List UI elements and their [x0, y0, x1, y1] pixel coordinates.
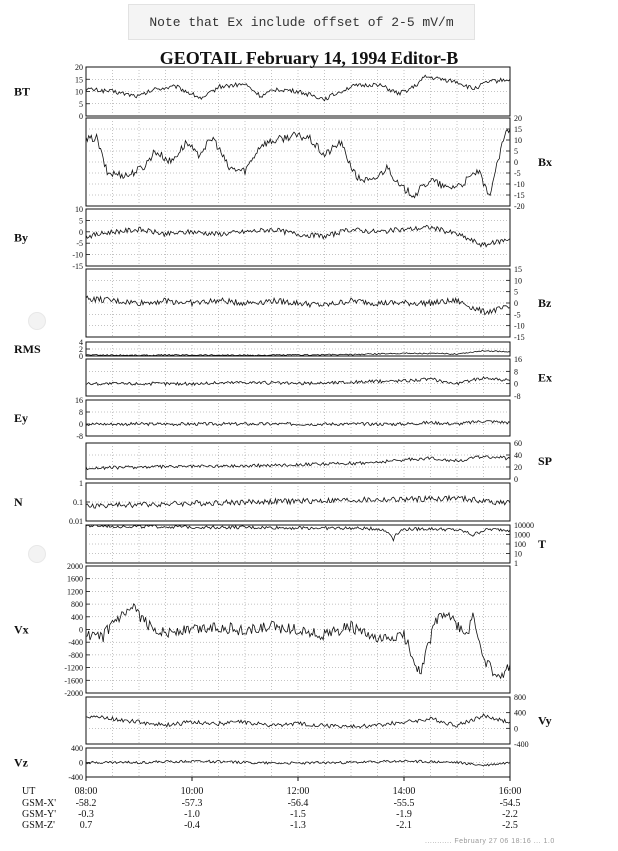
y-tick-label: 800	[514, 693, 526, 702]
orbit-value: -0.3	[78, 809, 94, 820]
y-tick-label: 5	[79, 216, 83, 226]
y-tick-label: 0	[514, 379, 518, 389]
y-tick-label: 10	[514, 549, 522, 559]
y-tick-label: 0.1	[73, 498, 83, 507]
y-tick-label: 100	[514, 540, 526, 549]
y-tick-label: 4	[79, 338, 83, 347]
orbit-value: -2.5	[502, 820, 518, 831]
y-tick-label: 40	[514, 451, 522, 460]
panel-label-vz: Vz	[14, 755, 28, 770]
y-tick-label: 0	[514, 299, 518, 308]
panel-label-vy: Vy	[538, 713, 552, 728]
y-tick-label: 8	[514, 367, 518, 377]
orbit-row-label: GSM-Y'	[22, 809, 57, 820]
series-line-ex	[86, 377, 510, 386]
y-tick-label: 0	[79, 758, 83, 768]
y-tick-label: 60	[514, 439, 522, 448]
y-tick-label: 0	[514, 724, 518, 734]
panel-label-ey: Ey	[14, 411, 29, 425]
panel-label-vx: Vx	[14, 622, 29, 637]
panel-label-bt: BT	[14, 84, 31, 99]
orbit-row-label: GSM-Z'	[22, 820, 55, 831]
panel-label-rms: RMS	[14, 342, 41, 356]
y-tick-label: 0	[79, 420, 83, 429]
y-tick-label: 400	[514, 708, 526, 718]
offset-note: Note that Ex include offset of 2-5 mV/m	[128, 4, 475, 40]
y-tick-label: 16	[514, 355, 522, 364]
y-tick-label: 15	[514, 125, 522, 134]
orbit-value: -54.5	[499, 798, 521, 809]
orbit-value: -2.2	[502, 809, 518, 820]
orbit-value: -0.4	[184, 820, 200, 831]
orbit-value: -1.0	[184, 809, 200, 820]
y-tick-label: 5	[79, 99, 83, 109]
y-tick-label: 1600	[67, 574, 83, 584]
panel-label-bz: Bz	[538, 296, 552, 310]
panel-label-bx: Bx	[538, 155, 553, 169]
y-tick-label: 1	[514, 559, 518, 568]
y-tick-label: 800	[71, 600, 83, 610]
y-tick-label: 10000	[514, 521, 534, 530]
series-line-vy	[86, 714, 510, 728]
y-tick-label: -20	[514, 202, 525, 211]
orbit-value: -1.3	[290, 820, 306, 831]
orbit-row-label: UT	[22, 786, 36, 797]
y-tick-label: 0	[79, 625, 83, 635]
y-tick-label: -10	[72, 250, 83, 260]
y-tick-label: 0	[514, 475, 518, 484]
orbit-value: -1.9	[396, 809, 412, 820]
y-tick-label: -1600	[64, 676, 83, 686]
y-tick-label: -15	[514, 191, 525, 200]
y-tick-label: 0	[79, 227, 83, 237]
y-tick-label: -15	[72, 262, 83, 271]
y-tick-label: 10	[514, 276, 522, 286]
y-tick-label: -5	[514, 169, 521, 178]
y-tick-label: -8	[76, 432, 83, 441]
orbit-row-label: GSM-X'	[22, 798, 57, 809]
orbit-value: -1.5	[290, 809, 306, 820]
series-line-t	[86, 525, 510, 541]
y-tick-label: -5	[514, 310, 521, 320]
y-tick-label: -400	[68, 773, 83, 782]
y-tick-label: 20	[75, 63, 83, 72]
y-tick-label: -2000	[64, 689, 83, 698]
x-tick-label: 10:00	[180, 786, 204, 797]
y-tick-label: 5	[514, 147, 518, 156]
y-tick-label: -8	[514, 392, 521, 401]
orbit-value: -57.3	[181, 798, 203, 809]
panel-label-ex: Ex	[538, 370, 553, 385]
y-tick-label: -1200	[64, 663, 83, 673]
orbit-value: -58.2	[75, 798, 97, 809]
panel-label-n: N	[14, 495, 23, 509]
x-tick-label: 12:00	[286, 786, 310, 797]
y-tick-label: 15	[514, 265, 522, 274]
y-tick-label: 1200	[67, 587, 83, 597]
y-tick-label: 16	[75, 396, 83, 405]
y-tick-label: -10	[514, 321, 525, 331]
y-tick-label: -5	[76, 239, 83, 249]
y-tick-label: 8	[79, 408, 83, 417]
panel-label-t: T	[538, 537, 547, 551]
y-tick-label: -400	[68, 638, 83, 648]
orbit-value: -55.5	[393, 798, 415, 809]
panel-label-sp: SP	[538, 454, 553, 468]
y-tick-label: -10	[514, 180, 525, 189]
orbit-value: 0.7	[79, 820, 93, 831]
y-tick-label: 2	[79, 345, 83, 354]
y-tick-label: 2000	[67, 562, 83, 571]
y-tick-label: 1	[79, 479, 83, 488]
y-tick-label: 0	[514, 158, 518, 167]
orbit-value: -56.4	[287, 798, 309, 809]
y-tick-label: 5	[514, 287, 518, 297]
y-tick-label: 0.01	[69, 517, 83, 526]
y-tick-label: 20	[514, 463, 522, 472]
y-tick-label: 400	[71, 744, 83, 753]
x-tick-label: 08:00	[74, 786, 98, 797]
x-tick-label: 14:00	[392, 786, 416, 797]
y-tick-label: 10	[75, 87, 83, 97]
y-tick-label: 20	[514, 114, 522, 123]
y-tick-label: 400	[71, 612, 83, 622]
panel-label-by: By	[14, 230, 29, 245]
y-tick-label: 15	[75, 75, 83, 85]
y-tick-label: 10	[514, 136, 522, 145]
print-stamp: ........... February 27 06 18:16 ... 1.0	[425, 838, 555, 845]
y-tick-label: -400	[514, 740, 529, 749]
x-tick-label: 16:00	[498, 786, 522, 797]
y-tick-label: -15	[514, 333, 525, 342]
y-tick-label: -800	[68, 650, 83, 660]
orbit-value: -2.1	[396, 820, 412, 831]
chart-title: GEOTAIL February 14, 1994 Editor-B	[159, 48, 459, 68]
y-tick-label: 0	[79, 112, 83, 121]
y-tick-label: 1000	[514, 530, 530, 540]
y-tick-label: 0	[79, 352, 83, 361]
y-tick-label: 10	[75, 205, 83, 214]
